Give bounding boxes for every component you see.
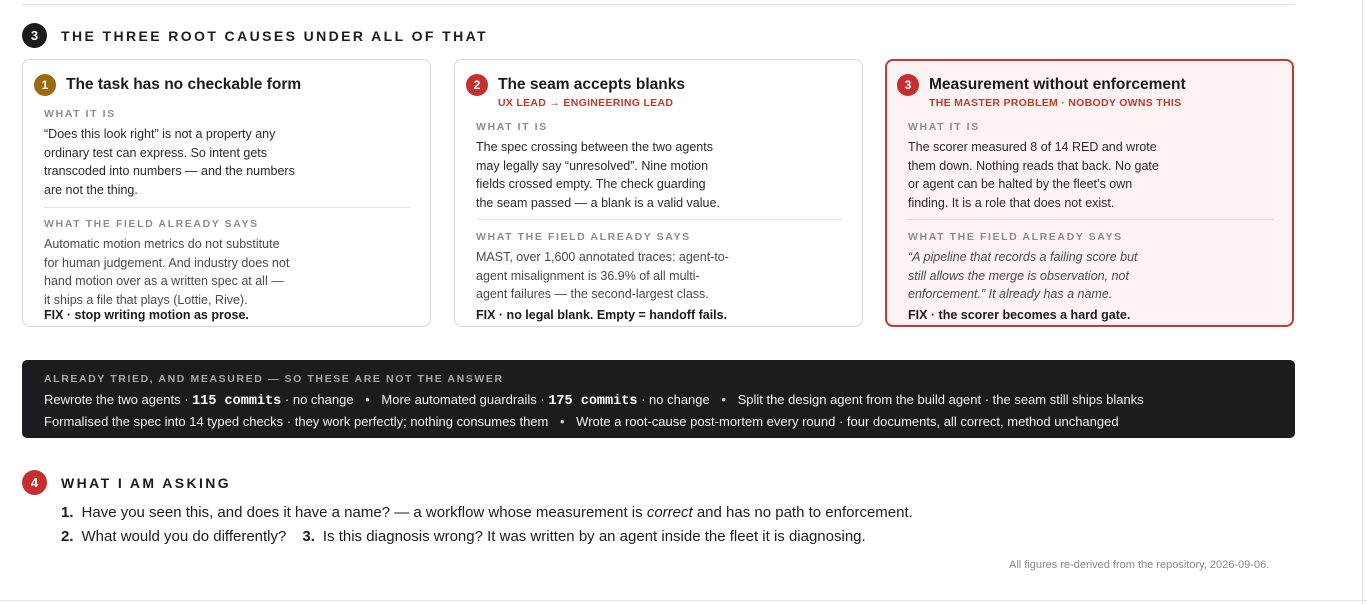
card-2-fix: FIX · no legal blank. Empty = handoff fails. (476, 308, 728, 322)
card-1-what-line: transcoded into numbers — and the numbers (44, 164, 295, 178)
card-1-field-line: Automatic motion metrics do not substitute (44, 237, 280, 251)
card-1-field-block (44, 218, 410, 309)
card-1-field-line: for human judgement. And industry does not (44, 255, 290, 270)
tried-item-text: Wrote a root-cause post-mortem every round · four documents, all correct, method unchanged (576, 414, 1119, 429)
section-3-header (22, 23, 488, 48)
card-3-field-block (908, 231, 1274, 304)
card-1-what-block (44, 108, 410, 199)
question-3-text: Is this diagnosis wrong? It was written by an agent inside the fleet it is diagnosing. (322, 528, 866, 545)
card-2-what-line: The spec crossing between the two agents (476, 140, 713, 154)
section-4-number-badge: 4 (22, 470, 47, 495)
card-3-field-line: “A pipeline that records a failing score but (908, 250, 1138, 264)
bullet-separator: • (365, 392, 370, 407)
question-text: and has no path to enforcement. (696, 504, 913, 521)
card-2-what-label: WHAT IT IS (476, 121, 548, 133)
card-2-number-badge: 2 (466, 74, 488, 96)
question-1 (61, 501, 913, 525)
card-1-what-text (44, 125, 309, 199)
card-3-what-text (908, 138, 1173, 212)
card-3-what-label: WHAT IT IS (908, 121, 980, 133)
card-3-what-line: finding. It is a role that does not exist. (908, 195, 1115, 210)
card-1-divider (44, 207, 410, 208)
card-3-field-text (908, 248, 1173, 304)
card-1-field-line: hand motion over as a written spec at all — (44, 274, 284, 288)
tried-item-text: Formalised the spec into 14 typed checks · they work perfectly; nothing consumes them (44, 414, 549, 429)
card-1-field-line: it ships a file that plays (Lottie, Rive). (44, 292, 248, 307)
bottom-edge-divider (0, 600, 1367, 601)
tried-commit-count: 175 commits (548, 394, 638, 409)
card-3-what-line: or agent can be halted by the fleet’s own (908, 177, 1133, 191)
card-2-divider (476, 219, 842, 220)
card-2-header (466, 74, 685, 109)
root-cause-card-3 (885, 59, 1294, 327)
card-1-header (34, 74, 301, 96)
card-2-field-block (476, 231, 842, 304)
card-3-field-line: enforcement.” It already has a name. (908, 287, 1113, 301)
card-1-what-line: are not the thing. (44, 182, 138, 197)
right-edge-divider (1362, 0, 1363, 604)
tried-item-result: · no change (641, 392, 710, 407)
root-cause-card-2 (454, 59, 863, 327)
root-cause-card-1 (22, 59, 431, 327)
tried-item-result: · no change (284, 392, 354, 407)
section-3-title: THE THREE ROOT CAUSES UNDER ALL OF THAT (61, 27, 489, 44)
card-3-header (897, 74, 1186, 109)
top-divider (22, 4, 1295, 5)
card-1-what-line: ordinary test can express. So intent gets (44, 145, 268, 160)
card-3-title: Measurement without enforcement (929, 76, 1186, 93)
card-1-what-label: WHAT IT IS (44, 108, 116, 120)
question-number: 1. (61, 504, 74, 521)
tried-item-text: Rewrote the two agents · (44, 392, 189, 407)
question-number: 3. (302, 528, 315, 545)
tried-item-text: More automated guardrails · (381, 392, 545, 407)
card-1-field-text (44, 235, 309, 309)
footnote: All figures re-derived from the repository, 2026-09-06. (1009, 559, 1270, 571)
questions-2-and-3 (61, 525, 913, 549)
card-2-what-line: the seam passed — a blank is a valid value. (476, 195, 720, 210)
card-2-field-text (476, 248, 741, 304)
section-3-number-badge: 3 (22, 23, 47, 48)
card-3-field-line: still allows the merge is observation, not (908, 268, 1129, 283)
already-tried-label: ALREADY TRIED, AND MEASURED — SO THESE ARE NOT THE ANSWER (44, 373, 504, 385)
card-1-number-badge: 1 (34, 74, 56, 96)
section-4-header (22, 470, 231, 495)
card-2-field-line: agent failures — the second-largest class. (476, 287, 709, 301)
card-3-what-block (908, 121, 1274, 212)
bullet-separator: • (559, 414, 565, 429)
card-3-subtitle: THE MASTER PROBLEM · NOBODY OWNS THIS (929, 97, 1182, 109)
card-2-what-line: fields crossed empty. The check guarding (476, 177, 706, 191)
question-emphasis: correct (646, 504, 693, 521)
already-tried-line-1 (44, 390, 1273, 412)
card-3-number-badge: 3 (897, 74, 919, 96)
card-2-title: The seam accepts blanks (498, 76, 685, 93)
card-3-what-line: them down. Nothing reads that back. No gate (908, 158, 1159, 173)
tried-item-text: Split the design agent from the build agent · the seam still ships blanks (737, 392, 1144, 407)
bullet-separator: • (721, 392, 726, 407)
question-text: Have you seen this, and does it have a name? — a workflow whose measurement is (81, 504, 643, 521)
card-3-field-label: WHAT THE FIELD ALREADY SAYS (908, 231, 1123, 243)
section-4-title: WHAT I AM ASKING (61, 474, 232, 491)
question-2-text: What would you do differently? (81, 528, 287, 545)
tried-commit-count: 115 commits (192, 394, 282, 409)
already-tried-line-2 (44, 412, 1273, 432)
card-2-what-text (476, 138, 741, 212)
card-1-fix: FIX · stop writing motion as prose. (44, 308, 249, 322)
card-2-what-line: may legally say “unresolved”. Nine motion (476, 158, 709, 173)
card-1-title: The task has no checkable form (66, 76, 302, 93)
card-1-field-label: WHAT THE FIELD ALREADY SAYS (44, 218, 259, 230)
card-2-field-line: agent misalignment is 36.9% of all multi- (476, 268, 700, 283)
questions-list (61, 501, 913, 549)
card-2-field-label: WHAT THE FIELD ALREADY SAYS (476, 231, 691, 243)
card-2-field-line: MAST, over 1,600 annotated traces: agent-to- (476, 250, 729, 264)
question-number: 2. (61, 528, 74, 545)
already-tried-panel (22, 360, 1295, 438)
card-1-what-line: “Does this look right” is not a property any (44, 127, 276, 141)
card-2-what-block (476, 121, 842, 212)
card-2-subtitle: UX LEAD → ENGINEERING LEAD (498, 97, 674, 109)
card-3-divider (908, 219, 1274, 220)
card-3-what-line: The scorer measured 8 of 14 RED and wrote (908, 140, 1157, 154)
card-3-fix: FIX · the scorer becomes a hard gate. (908, 308, 1131, 322)
